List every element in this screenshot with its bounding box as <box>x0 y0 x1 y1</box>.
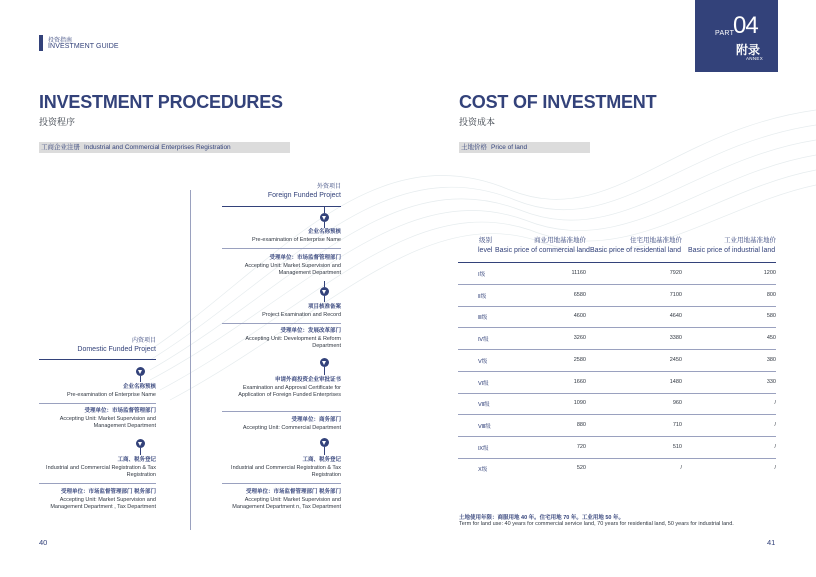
section-label-en: Price of land <box>491 144 528 151</box>
cell-level: Ⅲ级 <box>478 315 488 322</box>
cell-industrial: 800 <box>766 291 776 298</box>
cell-level: Ⅳ级 <box>478 337 489 344</box>
cell-level: Ⅶ级 <box>478 402 490 409</box>
cell-residential: 510 <box>672 443 682 450</box>
guide-label-cn: 投资指南 <box>48 38 73 44</box>
row-rule <box>458 327 776 328</box>
row-rule <box>458 371 776 372</box>
cell-level: Ⅰ级 <box>478 272 486 278</box>
domestic-step-3: 工商、税务登记 Industrial and Commercial Registration & Tax Registration <box>46 457 156 478</box>
domestic-head-rule <box>39 359 156 360</box>
cell-commercial: 6580 <box>573 291 586 298</box>
cell-residential: / <box>680 465 682 472</box>
th-commercial-en: Basic price of commercial land <box>495 247 590 254</box>
connector-line <box>324 296 325 302</box>
connector-line <box>324 222 325 228</box>
page-number-left: 40 <box>39 538 48 547</box>
down-arrow-icon <box>320 287 329 296</box>
down-arrow-icon <box>320 213 329 222</box>
procedures-title: INVESTMENT PROCEDURES <box>39 92 283 112</box>
th-industrial-cn: 工业用地基准地价 <box>724 237 776 244</box>
foreign-head-en: Foreign Funded Project <box>267 192 341 199</box>
step-rule <box>222 411 341 412</box>
cell-residential: 1480 <box>669 378 682 385</box>
step-rule <box>222 323 341 324</box>
cell-industrial: / <box>774 421 776 428</box>
connector-line <box>324 367 325 375</box>
cell-level: Ⅷ级 <box>478 423 491 430</box>
part-title-en: ANNEX <box>746 56 764 61</box>
cell-commercial: 3260 <box>573 335 586 342</box>
connector-line <box>140 376 141 382</box>
section-label-en: Industrial and Commercial Enterprises Registration <box>84 144 231 151</box>
foreign-step-1: 企业名称预核 Pre-examination of Enterprise Name <box>252 229 341 243</box>
row-rule <box>458 458 776 459</box>
foreign-step-7: 工商、税务登记 Industrial and Commercial Registration & Tax Registration <box>231 457 341 478</box>
cell-commercial: 1090 <box>573 400 586 407</box>
cell-residential: 2450 <box>669 356 682 363</box>
foreign-step-6: 受理单位：商务部门 Accepting Unit: Commercial Department <box>242 417 341 431</box>
foreign-head-cn: 外资项目 <box>316 184 341 190</box>
cell-level: Ⅸ级 <box>478 445 489 452</box>
cost-title: COST OF INVESTMENT <box>459 92 657 112</box>
th-commercial-cn: 商业用地基准地价 <box>534 237 586 244</box>
down-arrow-icon <box>136 439 145 448</box>
page-number-right: 41 <box>767 538 776 547</box>
section-label-cn: 工商企业注册 <box>41 144 80 151</box>
part-badge <box>695 0 778 72</box>
part-label: PART <box>715 30 735 37</box>
domestic-step-2: 受理单位：市场监督管理部门 Accepting Unit: Market Supervision and Management Department <box>59 408 156 429</box>
land-term-footnote-en: Term for land use: 40 years for commercial service land, 70 years for residential land, 50 years for industrial land. <box>459 521 734 527</box>
land-price-section-bar <box>459 142 590 153</box>
cell-industrial: 380 <box>766 356 776 363</box>
domestic-step-4: 受理单位：市场监督管理部门 税务部门 Accepting Unit: Market Supervision and Management Department , Tax Department <box>50 489 156 510</box>
cell-level: Ⅱ级 <box>478 293 487 300</box>
column-divider <box>190 190 191 530</box>
down-arrow-icon <box>320 358 329 367</box>
cell-industrial: / <box>774 443 776 450</box>
row-rule <box>458 349 776 350</box>
step-rule <box>222 483 341 484</box>
cell-industrial: / <box>774 400 776 407</box>
cell-commercial: 2580 <box>573 356 586 363</box>
cell-level: Ⅹ级 <box>478 467 488 474</box>
row-rule <box>458 393 776 394</box>
foreign-step-4: 受理单位：发展改革部门 Accepting Unit: Development & Reform Department <box>245 328 341 349</box>
th-residential-cn: 住宅用地基准地价 <box>630 237 682 244</box>
down-arrow-icon <box>136 367 145 376</box>
foreign-step-2: 受理单位：市场监督管理部门 Accepting Unit: Market Supervision and Management Department <box>244 255 341 276</box>
header-accent-bar <box>39 35 43 51</box>
row-rule <box>458 436 776 437</box>
cell-commercial: 720 <box>576 443 586 450</box>
cell-commercial: 880 <box>576 421 586 428</box>
step-rule <box>39 403 156 404</box>
cell-residential: 7100 <box>669 291 682 298</box>
connector-line <box>140 448 141 455</box>
cell-level: Ⅵ级 <box>478 380 489 387</box>
cell-residential: 710 <box>672 421 682 428</box>
domestic-head-en: Domestic Funded Project <box>77 346 156 353</box>
cell-commercial: 11160 <box>571 270 586 276</box>
foreign-step-8: 受理单位：市场监督管理部门 税务部门 Accepting Unit: Market Supervision and Management Department n, Tax Department <box>232 489 341 510</box>
foreign-step-3: 项目核准备案 Project Examination and Record <box>262 304 341 318</box>
registration-section-bar <box>39 142 290 153</box>
cost-title-cn: 投资成本 <box>459 117 496 127</box>
th-industrial-en: Basic price of industrial land <box>688 247 776 254</box>
th-residential-en: Basic price of residential land <box>590 247 682 254</box>
part-title-cn: 附录 <box>736 43 761 57</box>
cell-commercial: 4600 <box>573 313 586 320</box>
section-label-cn: 土地价格 <box>461 144 487 151</box>
connector-line <box>324 447 325 455</box>
step-rule <box>39 483 156 484</box>
th-level-en: level <box>478 247 493 254</box>
down-arrow-icon <box>320 438 329 447</box>
row-rule <box>458 414 776 415</box>
cell-level: Ⅴ级 <box>478 358 488 365</box>
foreign-step-5: 申请外商投资企业审批证书 Examination and Approval Certificate for Application of Foreign Funded Enterprises <box>238 377 341 398</box>
cell-industrial: 450 <box>766 335 776 342</box>
cell-residential: 960 <box>672 400 682 407</box>
procedures-title-cn: 投资程序 <box>39 117 76 127</box>
cell-residential: 7920 <box>669 270 682 276</box>
part-number: 04 <box>733 12 758 39</box>
cell-industrial: 1200 <box>763 270 776 276</box>
guide-label-en: INVESTMENT GUIDE <box>48 43 119 50</box>
land-term-footnote-cn: 土地使用年限：商服用地 40 年。住宅用地 70 年。工业用地 50 年。 <box>459 515 625 521</box>
cell-industrial: 580 <box>766 313 776 320</box>
domestic-step-1: 企业名称预核 Pre-examination of Enterprise Name <box>67 384 156 398</box>
cell-commercial: 520 <box>576 465 586 472</box>
step-rule <box>222 248 341 249</box>
cell-industrial: 330 <box>766 378 776 385</box>
table-header-rule <box>458 262 776 263</box>
th-level-cn: 级别 <box>479 237 492 244</box>
cell-residential: 4640 <box>669 313 682 320</box>
cell-residential: 3380 <box>669 335 682 342</box>
row-rule <box>458 306 776 307</box>
row-rule <box>458 284 776 285</box>
domestic-head-cn: 内资项目 <box>131 338 156 344</box>
cell-commercial: 1660 <box>573 378 586 385</box>
cell-industrial: / <box>774 465 776 472</box>
